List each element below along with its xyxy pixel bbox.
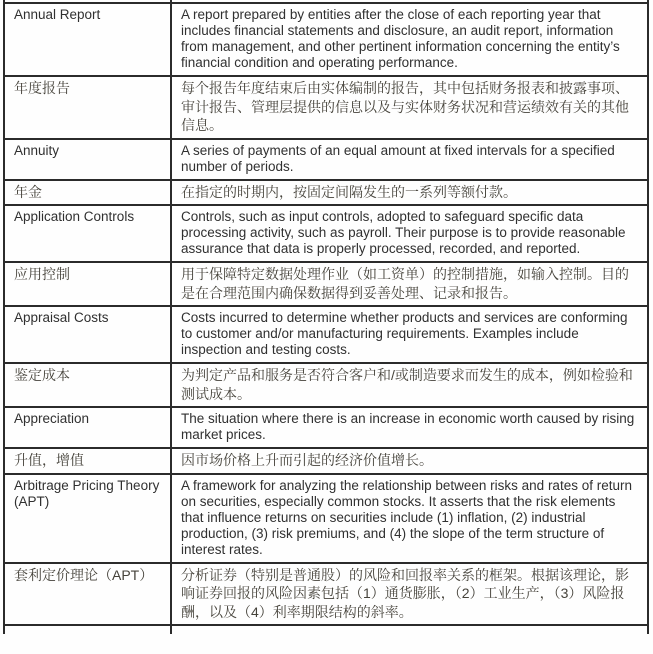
table-row [4,139,648,180]
definition-cell: A report prepared by entities after the close of each reporting year that includes financial statements and disclosure, an audit report, information from management, and other pertinent information concerning the entity’s financial condition and operating performance. [171,3,648,76]
table-row [4,448,648,474]
term-cell: 年金 [4,180,171,206]
definition-cell: 每个报告年度结束后由实体编制的报告，其中包括财务报表和披露事项、审计报告、管理层提供的信息以及与实体财务状况和营运绩效有关的其他信息。 [171,76,648,139]
definition-cell: Costs incurred to determine whether products and services are conforming to customer and/or manufacturing requirements. Examples include inspection and testing costs. [171,306,648,363]
term-cell: 升值，增值 [4,448,171,474]
table-row [4,205,648,262]
term-cell: Application Controls [4,205,171,262]
definition-cell: 在指定的时期内，按固定间隔发生的一系列等额付款。 [171,180,648,206]
term-cell: Annual Report [4,3,171,76]
term-cell-partial [4,625,171,634]
term-cell: Appraisal Costs [4,306,171,363]
definition-cell: A framework for analyzing the relationship between risks and rates of return on securities, especially common stocks. It asserts that the risk elements that influence returns on securities include (1) inflation, (2) industrial production, (3) risk premiums, and (4) the slope of the term structure of interest rates. [171,474,648,563]
term-cell: 鉴定成本 [4,363,171,407]
term-cell: Arbitrage Pricing Theory (APT) [4,474,171,563]
term-cell: 应用控制 [4,262,171,306]
table-row [4,180,648,206]
table-row [4,407,648,448]
definition-cell-partial [171,625,648,634]
definition-cell: A series of payments of an equal amount at fixed intervals for a specified number of periods. [171,139,648,180]
definition-cell: 用于保障特定数据处理作业（如工资单）的控制措施，如输入控制。目的是在合理范围内确保数据得到妥善处理、记录和报告。 [171,262,648,306]
term-cell: Appreciation [4,407,171,448]
term-cell: 套利定价理论（APT） [4,563,171,626]
table-row [4,363,648,407]
definition-cell: 因市场价格上升而引起的经济价值增长。 [171,448,648,474]
table-row [4,474,648,563]
definition-cell: The situation where there is an increase in economic worth caused by rising market prices. [171,407,648,448]
definition-cell: 分析证券（特别是普通股）的风险和回报率关系的框架。根据该理论，影响证券回报的风险因素包括（1）通货膨胀，（2）工业生产，（3）风险报酬，以及（4）利率期限结构的斜率。 [171,563,648,626]
table-row [4,563,648,626]
term-cell: 年度报告 [4,76,171,139]
definition-cell: 为判定产品和服务是否符合客户和/或制造要求而发生的成本，例如检验和测试成本。 [171,363,648,407]
definition-cell: Controls, such as input controls, adopted to safeguard specific data processing activity, such as payroll. Their purpose is to provide reasonable assurance that data is properly processed, recorded, and reported. [171,205,648,262]
table-row [4,3,648,76]
table-row [4,262,648,306]
table-row-partial-bottom [4,625,648,634]
glossary-table [3,0,649,634]
table-row [4,306,648,363]
term-cell: Annuity [4,139,171,180]
table-row [4,76,648,139]
